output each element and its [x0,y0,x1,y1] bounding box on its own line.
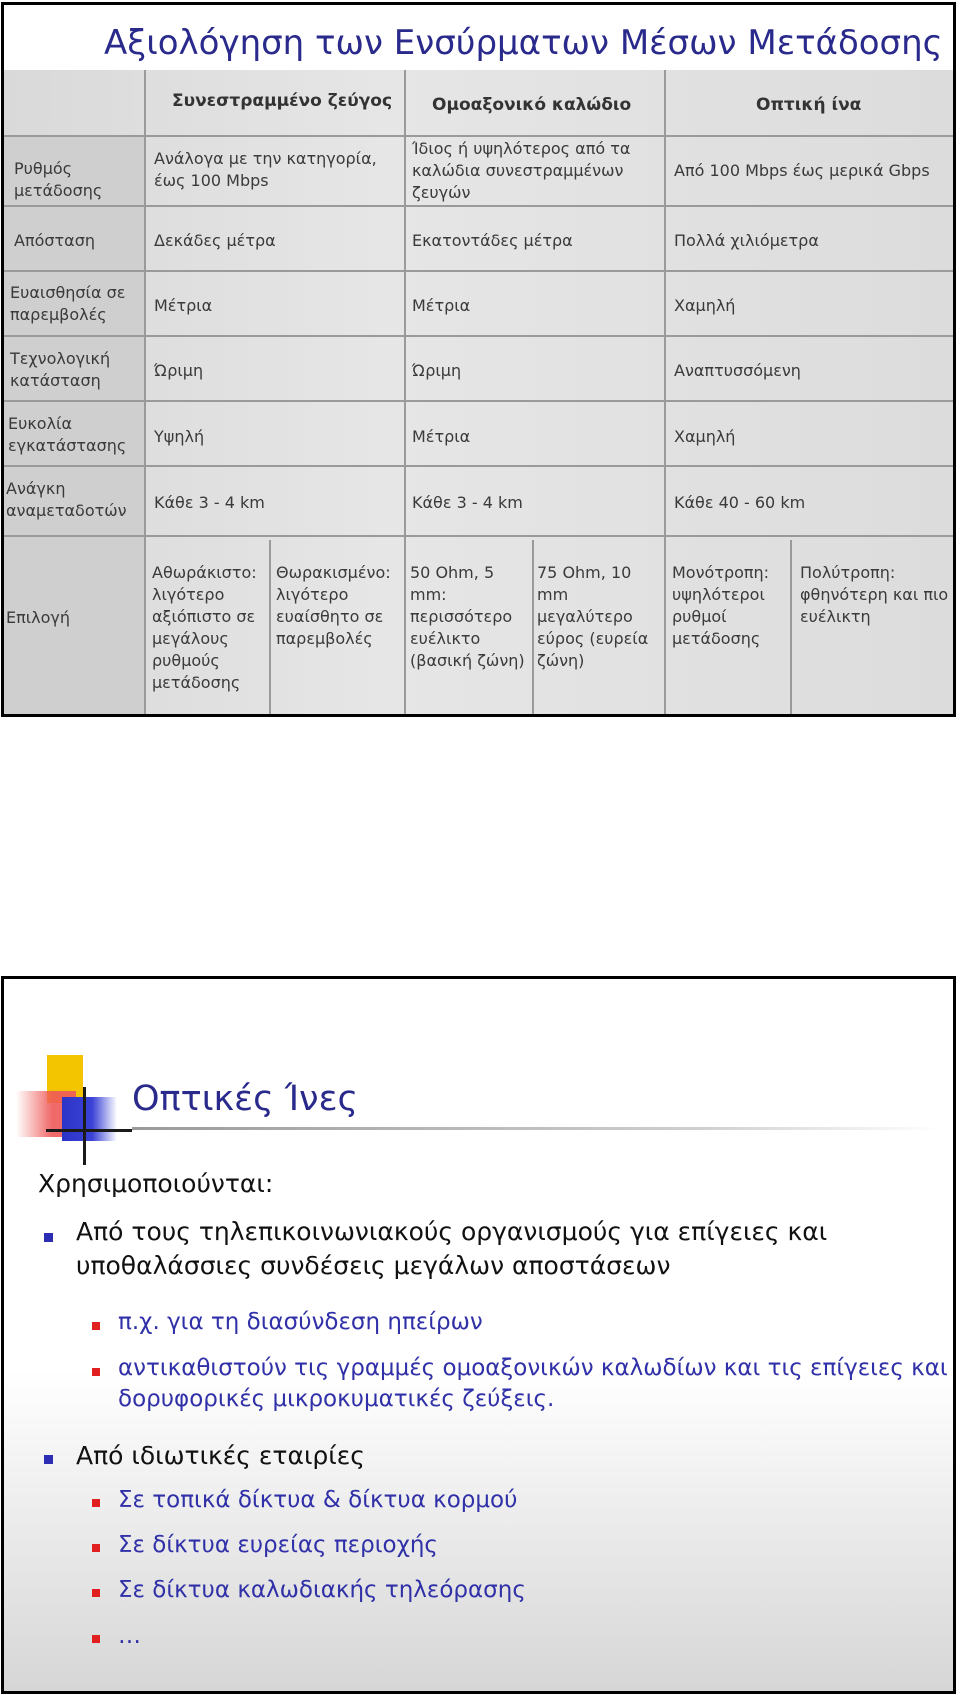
bullet-item: Από τους τηλεπικοινωνιακούς οργανισμούς για επίγειες και υποθαλάσσιες συνδέσεις μεγάλων αποστάσεων [76,1217,828,1280]
table-cell: 75 Ohm, 10 mm μεγαλύτερο εύρος (ευρεία ζώνη) [537,563,649,670]
bullet-square-icon [44,1233,53,1242]
sub-bullet-square-icon [92,1499,100,1507]
slide-2 [1,976,956,1694]
decorative-squares-logo [12,1055,132,1165]
table-cell: Από 100 Mbps έως μερικά Gbps [674,161,930,180]
table-cell: Χαμηλή [674,296,736,315]
table-cell: Ίδιος ή υψηλότερος από τα καλώδια συνεστραμμένων ζευγών [412,139,631,202]
table-cell: Κάθε 3 - 4 km [154,493,265,512]
intro-text: Χρησιμοποιούνται: [38,1169,274,1198]
table-cell: 50 Ohm, 5 mm: περισσότερο ευέλικτο (βασική ζώνη) [410,563,525,670]
slide-2-title: Οπτικές Ίνες [132,1079,359,1119]
title-divider [132,1127,942,1130]
row-label: Απόσταση [14,231,95,250]
table-cell: Πολλά χιλιόμετρα [674,231,819,250]
table-cell: Χαμηλή [674,427,736,446]
sub-bullet-square-icon [92,1544,100,1552]
header-twisted-pair: Συνεστραμμένο ζεύγος [172,91,393,111]
table-cell: Μέτρια [412,296,471,315]
row-label: Ανάγκη αναμεταδοτών [6,479,127,520]
sub-bullet-item: Σε δίκτυα καλωδιακής τηλεόρασης [118,1577,526,1603]
table-cell: Δεκάδες μέτρα [154,231,276,250]
row-label: Ευαισθησία σε παρεμβολές [10,283,126,324]
table-cell: Μέτρια [154,296,213,315]
table-cell: Κάθε 40 - 60 km [674,493,806,512]
sub-bullet-square-icon [92,1635,100,1643]
comparison-table-image [4,70,953,714]
row-label: Ρυθμός μετάδοσης [14,159,103,200]
sub-bullet-item: … [118,1623,141,1649]
header-coaxial: Ομοαξονικό καλώδιο [432,95,632,115]
sub-bullet-item: Σε δίκτυα ευρείας περιοχής [118,1532,438,1558]
header-fiber: Οπτική ίνα [756,95,862,115]
table-cell: Εκατοντάδες μέτρα [412,231,573,250]
table-cell: Αναπτυσσόμενη [674,361,801,380]
table-cell: Αθωράκιστο: λιγότερο αξιόπιστο σε μεγάλους ρυθμούς μετάδοσης [152,563,257,692]
slide-1-title: Αξιολόγηση των Ενσύρματων Μέσων Μετάδοσης [104,23,943,63]
table-cell: Ώριμη [154,361,204,380]
sub-bullet-item: αντικαθιστούν τις γραμμές ομοαξονικών καλωδίων και τις επίγειες και δορυφορικές μικροκυματικές ζεύξεις. [118,1355,948,1412]
sub-bullet-square-icon [92,1322,100,1330]
table-cell: Μονότροπη: υψηλότεροι ρυθμοί μετάδοσης [672,563,770,648]
table-cell: Θωρακισμένο: λιγότερο ευαίσθητο σε παρεμβολές [276,563,391,648]
row-label: Ευκολία εγκατάστασης [8,414,127,455]
table-cell: Μέτρια [412,427,471,446]
slide-1 [1,2,956,717]
sub-bullet-item: Σε τοπικά δίκτυα & δίκτυα κορμού [118,1487,518,1513]
bullet-square-icon [44,1455,53,1464]
table-cell: Ανάλογα με την κατηγορία, έως 100 Mbps [154,149,377,190]
sub-bullet-square-icon [92,1589,100,1597]
sub-bullet-item: π.χ. για τη διασύνδεση ηπείρων [118,1309,483,1335]
table-cell: Ώριμη [412,361,462,380]
table-cell: Υψηλή [154,427,205,446]
row-label: Τεχνολογική κατάσταση [10,349,111,390]
table-cell: Κάθε 3 - 4 km [412,493,523,512]
sub-bullet-square-icon [92,1368,100,1376]
bullet-item: Από ιδιωτικές εταιρίες [76,1441,365,1470]
table-cell: Πολύτροπη: φθηνότερη και πιο ευέλικτη [800,563,949,626]
row-label: Επιλογή [6,608,71,627]
